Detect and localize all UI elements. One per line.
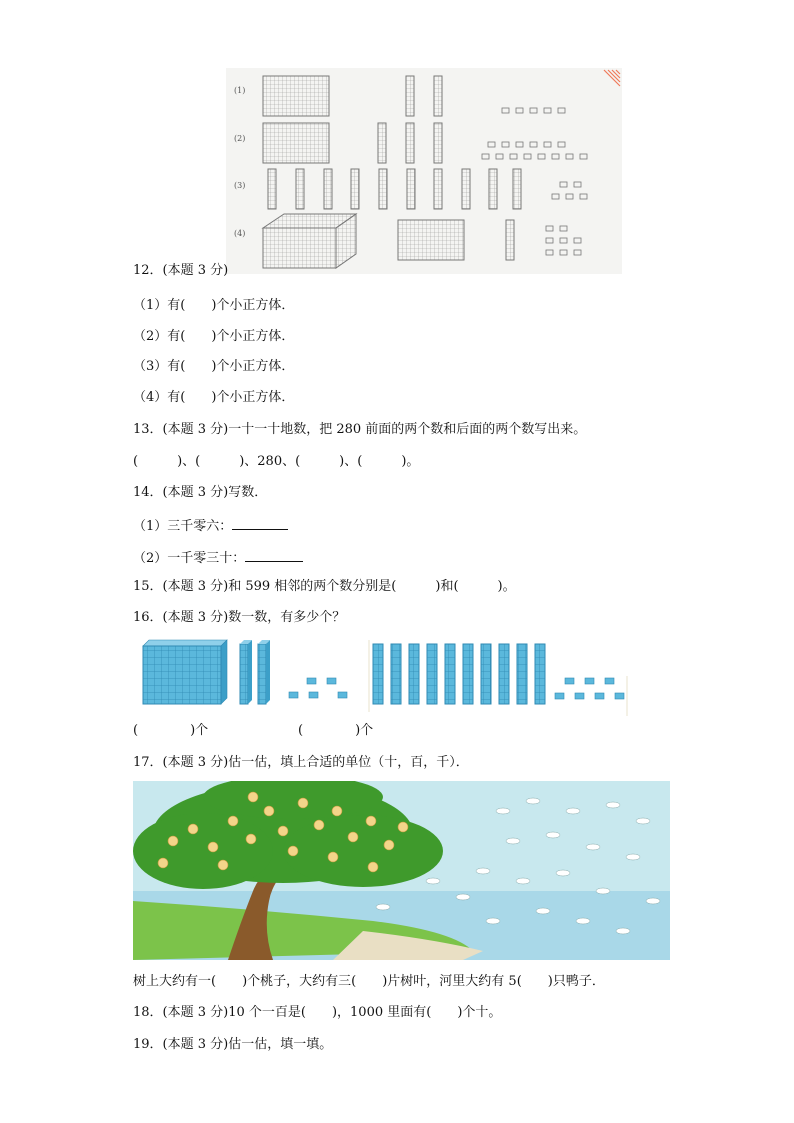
q12-blocks-diagram <box>226 68 622 274</box>
ten-rod <box>406 123 414 163</box>
q14-item-2 <box>133 547 303 568</box>
q17-answer-line: 树上大约有一( )个桃子，大约有三( )片树叶，河里大约有 5( )只鸭子． <box>133 974 605 989</box>
q12-row4-label: (4) <box>234 229 246 238</box>
unit-cubes <box>552 182 587 199</box>
q16-figure <box>133 636 633 718</box>
hundred-block <box>263 123 329 163</box>
q12-item-1: （1）有( )个小正方体． <box>133 298 295 313</box>
ten-rod <box>434 76 442 116</box>
unit-cubes <box>482 142 587 159</box>
ten-rods-right <box>373 644 545 704</box>
unit-cubes-left <box>289 678 347 698</box>
q12-figure <box>226 68 622 274</box>
ten-rod <box>378 123 386 163</box>
hundred-block <box>263 76 329 116</box>
unit-cubes <box>546 226 581 255</box>
q16-title: 16．(本题 3 分)数一数，有多少个？ <box>133 610 346 625</box>
ten-rod <box>434 123 442 163</box>
q12-row1-label: (1) <box>234 86 246 95</box>
q13-title: 13．(本题 3 分)一十一十地数，把 280 前面的两个数和后面的两个数写出来。 <box>133 422 587 437</box>
hundred-block <box>398 220 464 260</box>
q14-item-1 <box>133 515 288 536</box>
thousand-cube <box>263 214 356 268</box>
q14-item-1-label: （1）三千零六： <box>133 519 233 534</box>
ten-rod <box>506 220 514 260</box>
q12-row3-label: (3) <box>234 181 246 190</box>
q12-item-2: （2）有( )个小正方体． <box>133 329 295 344</box>
q18-title: 18．(本题 3 分)10 个一百是( )，1000 里面有( )个十。 <box>133 1005 502 1020</box>
q16-answer-right: ( )个 <box>298 723 374 738</box>
peach-tree-ducks-picture <box>133 781 670 960</box>
q14-item-1-blank[interactable] <box>232 515 288 530</box>
q14-item-2-label: （2）一千零三十： <box>133 551 246 566</box>
q14-title: 14．(本题 3 分)写数． <box>133 485 268 500</box>
unit-cubes <box>502 108 565 113</box>
ten-rod <box>406 76 414 116</box>
q16-blocks-diagram <box>133 636 633 718</box>
q13-answer-line: ( )、( )、280、( )、( )。 <box>133 454 420 469</box>
q15-title: 15．(本题 3 分)和 599 相邻的两个数分别是( )和( )。 <box>133 579 516 594</box>
q12-item-3: （3）有( )个小正方体． <box>133 359 295 374</box>
q17-illustration <box>133 781 670 960</box>
q17-title: 17．(本题 3 分)估一估，填上合适的单位（十，百，千）． <box>133 755 469 770</box>
q12-row2-label: (2) <box>234 134 246 143</box>
q12-title: 12．(本题 3 分) <box>133 263 229 278</box>
q14-item-2-blank[interactable] <box>245 547 303 562</box>
ten-rods-row <box>268 169 521 209</box>
unit-cubes-right <box>555 678 624 699</box>
q19-title: 19．(本题 3 分)估一估，填一填。 <box>133 1037 333 1052</box>
q12-item-4: （4）有( )个小正方体． <box>133 390 295 405</box>
hundred-flat <box>143 640 227 704</box>
q16-answer-left: ( )个 <box>133 723 209 738</box>
ten-rods-left <box>240 640 270 704</box>
